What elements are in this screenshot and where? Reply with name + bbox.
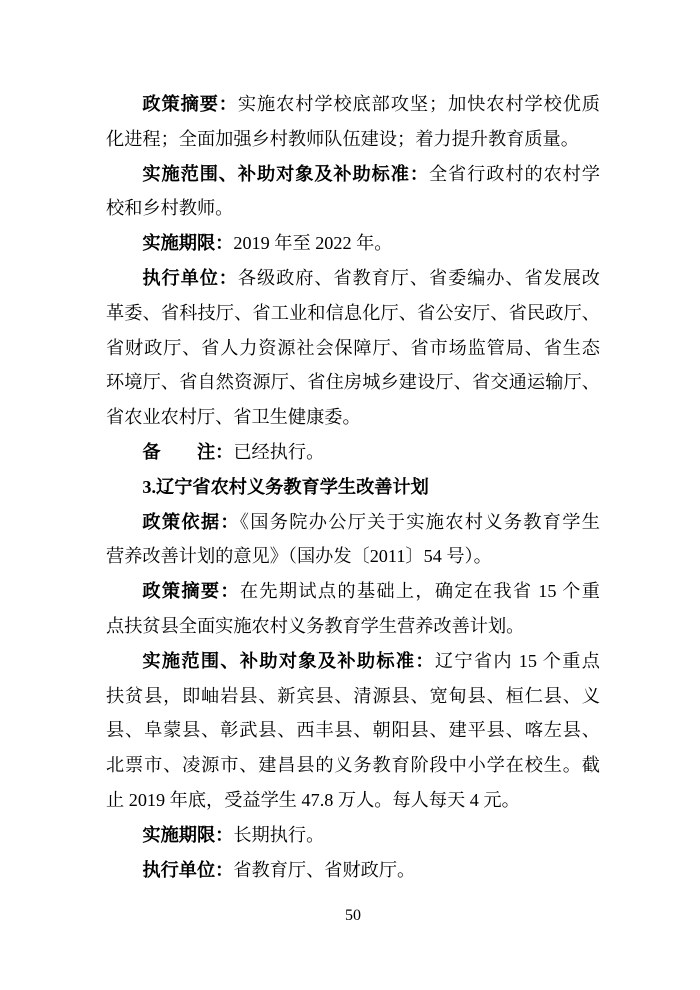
text-line <box>106 574 600 609</box>
text-line <box>106 400 600 435</box>
text-line <box>106 748 600 783</box>
text-line <box>106 679 600 714</box>
text-line <box>106 157 600 192</box>
field-text: 各级政府、省教育厅、省委编办、省发展改 <box>237 267 600 288</box>
executing-units-para-1 <box>106 261 600 435</box>
text-line <box>106 226 600 261</box>
field-label: 实施范围、补助对象及补助标准： <box>142 650 435 671</box>
field-label: 政策摘要： <box>142 94 238 114</box>
field-text: 校和乡村教师。 <box>106 198 234 219</box>
field-text: 省财政厅、省人力资源社会保障厅、省市场监管局、省生态 <box>106 337 600 358</box>
policy-summary-para-3 <box>106 574 600 644</box>
text-line <box>106 331 600 366</box>
field-text: 在先期试点的基础上，确定在我省 15 个重 <box>239 581 600 602</box>
implementation-period-para-3 <box>106 818 600 853</box>
page-number: 50 <box>345 907 361 924</box>
text-line <box>106 261 600 296</box>
remark-para-1 <box>106 435 600 470</box>
field-text: 《国务院办公厅关于实施农村义务教育学生 <box>239 511 600 532</box>
text-line <box>106 470 600 505</box>
document-body <box>106 87 600 887</box>
text-line <box>106 853 600 888</box>
field-label: 备 注： <box>142 441 234 462</box>
text-line <box>106 435 600 470</box>
field-text: 革委、省科技厅、省工业和信息化厅、省公安厅、省民政厅、 <box>106 302 600 323</box>
policy-basis-para-3 <box>106 505 600 575</box>
field-label: 实施范围、补助对象及补助标准： <box>142 163 429 184</box>
field-text: 环境厅、省自然资源厅、省住房城乡建设厅、省交通运输厅、 <box>106 372 600 393</box>
policy-summary-para-1 <box>106 87 600 157</box>
text-line <box>106 505 600 540</box>
field-text: 已经执行。 <box>233 441 325 462</box>
field-text: 2019 年至 2022 年。 <box>233 233 393 254</box>
field-label: 实施期限： <box>142 824 234 845</box>
field-text: 省农业农村厅、省卫生健康委。 <box>106 407 361 428</box>
text-line <box>106 609 600 644</box>
scope-subsidy-para-1 <box>106 157 600 227</box>
scope-subsidy-para-3 <box>106 644 600 818</box>
text-line <box>106 783 600 818</box>
text-line <box>106 296 600 331</box>
field-text: 省教育厅、省财政厅。 <box>233 859 416 880</box>
field-text: 扶贫县，即岫岩县、新宾县、清源县、宽甸县、桓仁县、义 <box>106 685 600 706</box>
field-text: 县、阜蒙县、彰武县、西丰县、朝阳县、建平县、喀左县、 <box>106 720 600 741</box>
field-label: 政策摘要： <box>142 581 240 602</box>
field-label: 执行单位： <box>142 267 238 288</box>
field-label: 实施期限： <box>142 233 234 254</box>
field-text: 营养改善计划的意见》（国办发〔2011〕54 号）。 <box>106 546 492 567</box>
field-label: 3.辽宁省农村义务教育学生改善计划 <box>142 476 429 497</box>
field-label: 政策依据： <box>142 511 240 532</box>
text-line <box>106 539 600 574</box>
text-line <box>106 713 600 748</box>
executing-units-para-3 <box>106 853 600 888</box>
text-line <box>106 87 600 122</box>
field-text: 全省行政村的农村学 <box>428 163 600 184</box>
field-text: 北票市、凌源市、建昌县的义务教育阶段中小学在校生。截 <box>106 755 600 776</box>
field-text: 辽宁省内 15 个重点 <box>434 650 600 671</box>
field-text: 实施农村学校底部攻坚；加快农村学校优质 <box>237 94 600 114</box>
text-line <box>106 365 600 400</box>
field-text: 化进程；全面加强乡村教师队伍建设；着力提升教育质量。 <box>106 128 579 149</box>
text-line <box>106 644 600 679</box>
implementation-period-para-1 <box>106 226 600 261</box>
field-text: 长期执行。 <box>233 824 325 845</box>
section-heading-3 <box>106 470 600 505</box>
field-text: 止 2019 年底，受益学生 47.8 万人。每人每天 4 元。 <box>106 789 520 810</box>
field-label: 执行单位： <box>142 859 234 880</box>
text-line <box>106 122 600 157</box>
text-line <box>106 191 600 226</box>
field-text: 点扶贫县全面实施农村义务教育学生营养改善计划。 <box>106 615 525 636</box>
text-line <box>106 818 600 853</box>
